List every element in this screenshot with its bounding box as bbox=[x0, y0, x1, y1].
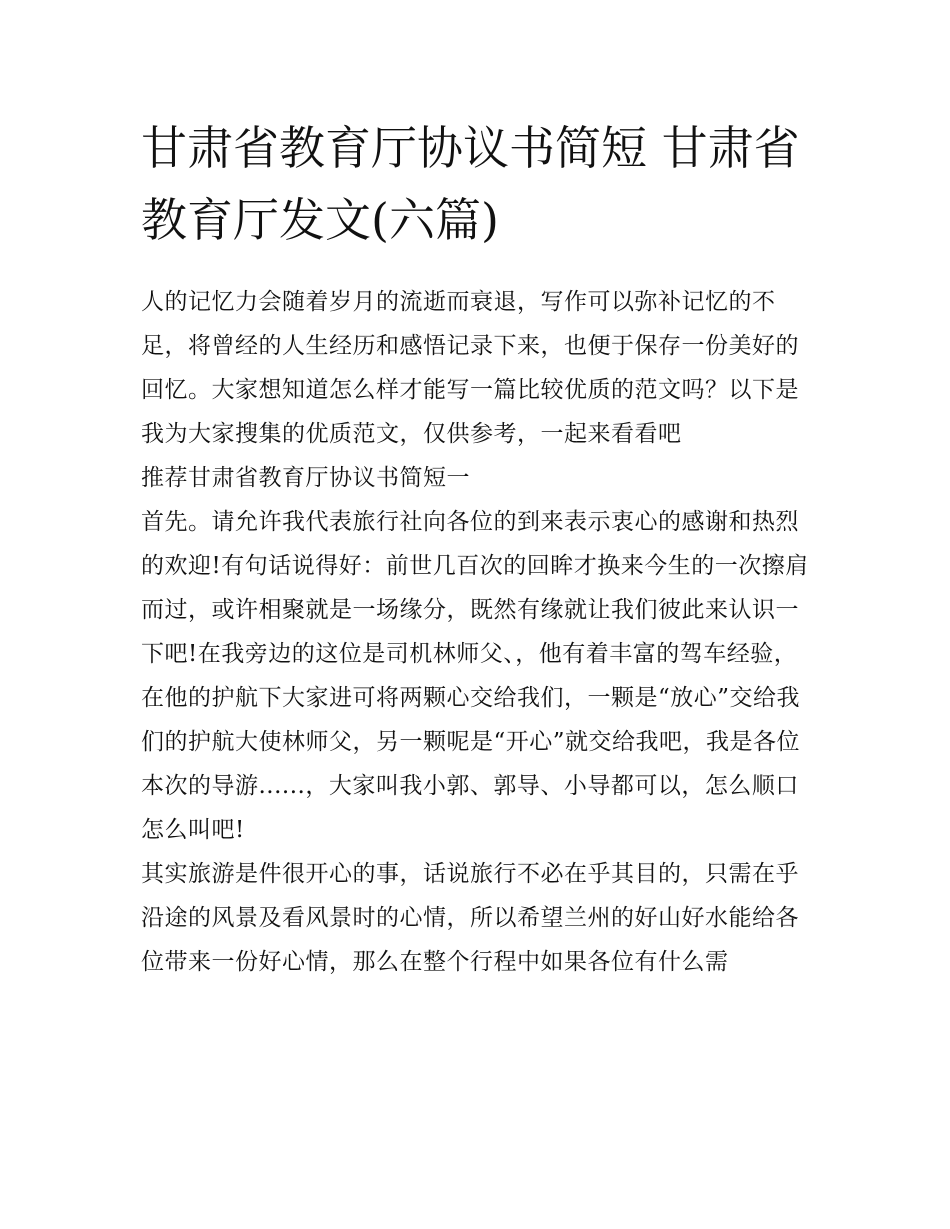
document-body bbox=[141, 280, 813, 984]
paragraph-travel: 其实旅游是件很开心的事，话说旅行不必在乎其目的，只需在乎沿途的风景及看风景时的心情，所以希望兰州的好山好水能给各位带来一份好心情，那么在整个行程中如果各位有什么需 bbox=[141, 861, 799, 975]
document-page bbox=[141, 112, 813, 984]
paragraph-welcome: 首先。请允许我代表旅行社向各位的到来表示衷心的感谢和热烈的欢迎!有句话说得好：前世几百次的回眸才换来今生的一次擦肩而过，或许相聚就是一场缘分，既然有缘就让我们彼此来认识一下吧!在我旁边的这位是司机林师父、，他有着丰富的驾车经验，在他的护航下大家进可将两颗心交给我们，一颗是“放心”交给我们的护航大使林师父，另一颗呢是“开心”就交给我吧，我是各位本次的导游......，大家叫我小郭、郭导、小导都可以，怎么顺口怎么叫吧! bbox=[141, 509, 809, 843]
document-title: 甘肃省教育厅协议书简短 甘肃省教育厅发文(六篇) bbox=[141, 121, 800, 247]
paragraph-intro: 人的记忆力会随着岁月的流逝而衰退，写作可以弥补记忆的不足，将曾经的人生经历和感悟记录下来，也便于保存一份美好的回忆。大家想知道怎么样才能写一篇比较优质的范文吗？以下是我为大家搜集的优质范文，仅供参考，一起来看看吧 bbox=[141, 289, 799, 447]
section-heading: 推荐甘肃省教育厅协议书简短一 bbox=[141, 465, 470, 491]
